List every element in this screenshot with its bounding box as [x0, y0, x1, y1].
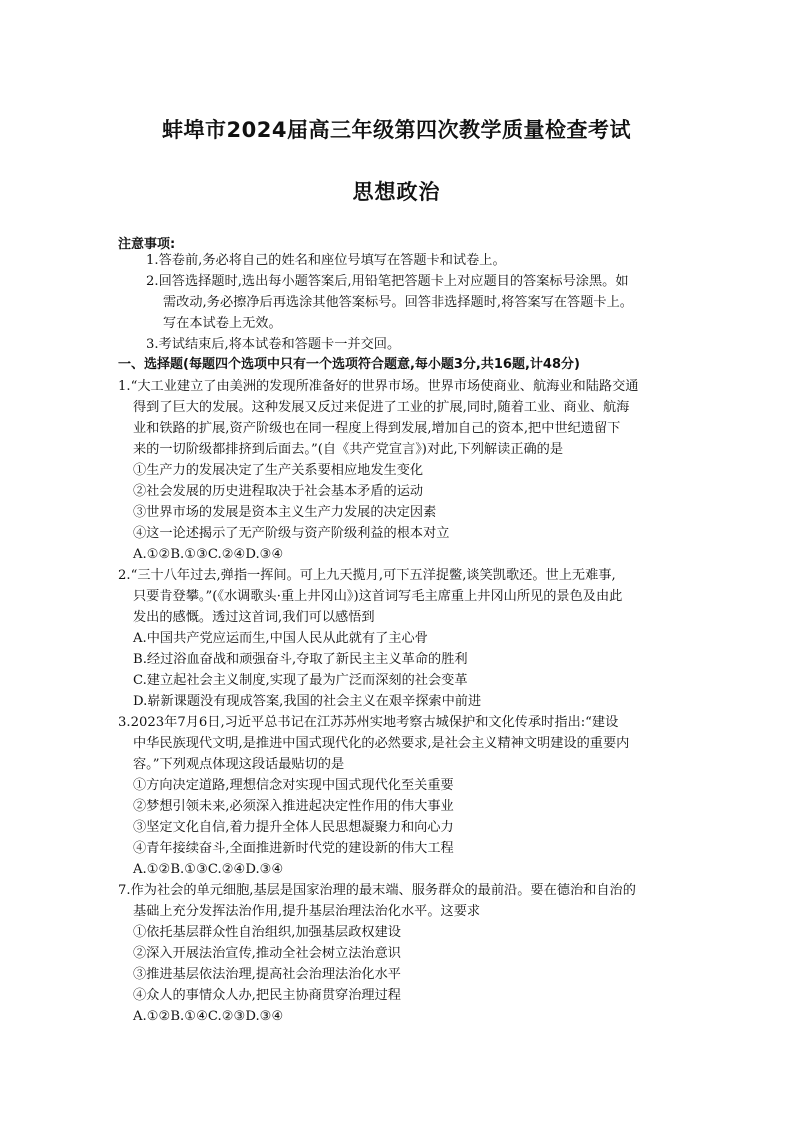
- subject-title: 思想政治: [352, 180, 441, 204]
- note-item: 写在本试卷上无效。: [163, 316, 282, 331]
- exam-title: 蚌埠市2024届高三年级第四次教学质量检查考试: [162, 118, 631, 142]
- question-option: C.建立起社会主义制度,实现了最为广泛而深刻的社会变革: [133, 673, 468, 688]
- note-item: 2.回答选择题时,选出每小题答案后,用铅笔把答题卡上对应题目的答案标号涂黑。如: [146, 274, 629, 289]
- question-option: ②社会发展的历史进程取决于社会基本矛盾的运动: [133, 484, 424, 499]
- question-stem: 业和铁路的扩展,资产阶级也在同一程度上得到发展,增加自己的资本,把中世纪遗留下: [133, 421, 621, 436]
- question-choices: A.①②B.①③C.②④D.③④: [133, 547, 284, 562]
- question-stem: 容。”下列观点体现这段话最贴切的是: [133, 757, 345, 772]
- question-option: D.崭新课题没有现成答案,我国的社会主义在艰辛探索中前进: [133, 694, 482, 709]
- question-option: ②梦想引领未来,必须深入推进起决定性作用的伟大事业: [133, 799, 454, 814]
- question-option: ①依托基层群众性自治组织,加强基层政权建设: [133, 925, 401, 940]
- question-option: ③世界市场的发展是资本主义生产力发展的决定因素: [133, 505, 437, 520]
- question-option: ①方向决定道路,理想信念对实现中国式现代化至关重要: [133, 778, 454, 793]
- question-option: ④这一论述揭示了无产阶级与资产阶级利益的根本对立: [133, 526, 450, 541]
- question-option: ④青年接续奋斗,全面推进新时代党的建设新的伟大工程: [133, 841, 454, 856]
- note-item: 3.考试结束后,将本试卷和答题卡一并交回。: [146, 337, 401, 352]
- question-option: A.中国共产党应运而生,中国人民从此就有了主心骨: [133, 631, 428, 646]
- question-option: ③推进基层依法治理,提高社会治理法治化水平: [133, 967, 401, 982]
- question-stem: 3.2023年7月6日,习近平总书记在江苏苏州实地考察古城保护和文化传承时指出:“建设: [118, 715, 619, 730]
- question-option: ②深入开展法治宣传,推动全社会树立法治意识: [133, 946, 401, 961]
- question-option: ③坚定文化自信,着力提升全体人民思想凝聚力和向心力: [133, 820, 454, 835]
- question-stem: 只要肯登攀。”(《水调歌头·重上井冈山》)这首词写毛主席重上井冈山所见的景色及由此: [133, 589, 623, 604]
- question-option: ①生产力的发展决定了生产关系要相应地发生变化: [133, 463, 424, 478]
- question-stem: 2.“三十八年过去,弹指一挥间。可上九天揽月,可下五洋捉鳖,谈笑凯歌还。世上无难事,: [118, 568, 616, 583]
- note-item: 1.答卷前,务必将自己的姓名和座位号填写在答题卡和试卷上。: [146, 253, 506, 268]
- question-stem: 基础上充分发挥法治作用,提升基层治理法治化水平。这要求: [133, 904, 481, 919]
- notes-heading: 注意事项:: [118, 237, 176, 252]
- question-option: B.经过浴血奋战和顽强奋斗,夺取了新民主主义革命的胜利: [133, 652, 468, 667]
- section-heading: 一、选择题(每题四个选项中只有一个选项符合题意,每小题3分,共16题,计48分): [118, 357, 580, 372]
- question-stem: 来的一切阶级都排挤到后面去。”(自《共产党宣言》)对此,下列解读正确的是: [133, 442, 564, 457]
- question-choices: A.①②B.①④C.②③D.③④: [133, 1009, 284, 1024]
- note-item: 需改动,务必擦净后再选涂其他答案标号。回答非选择题时,将答案写在答题卡上。: [163, 295, 633, 310]
- question-choices: A.①②B.①③C.②④D.③④: [133, 862, 284, 877]
- question-stem: 7.作为社会的单元细胞,基层是国家治理的最末端、服务群众的最前沿。要在德治和自治的: [118, 883, 636, 898]
- question-option: ④众人的事情众人办,把民主协商贯穿治理过程: [133, 988, 401, 1003]
- question-stem: 发出的感慨。透过这首词,我们可以感悟到: [133, 610, 375, 625]
- question-stem: 中华民族现代文明,是推进中国式现代化的必然要求,是社会主义精神文明建设的重要内: [133, 736, 630, 751]
- question-stem: 得到了巨大的发展。这种发展又反过来促进了工业的扩展,同时,随着工业、商业、航海: [133, 400, 630, 415]
- question-stem: 1.“大工业建立了由美洲的发现所准备好的世界市场。世界市场使商业、航海业和陆路交通: [118, 379, 639, 394]
